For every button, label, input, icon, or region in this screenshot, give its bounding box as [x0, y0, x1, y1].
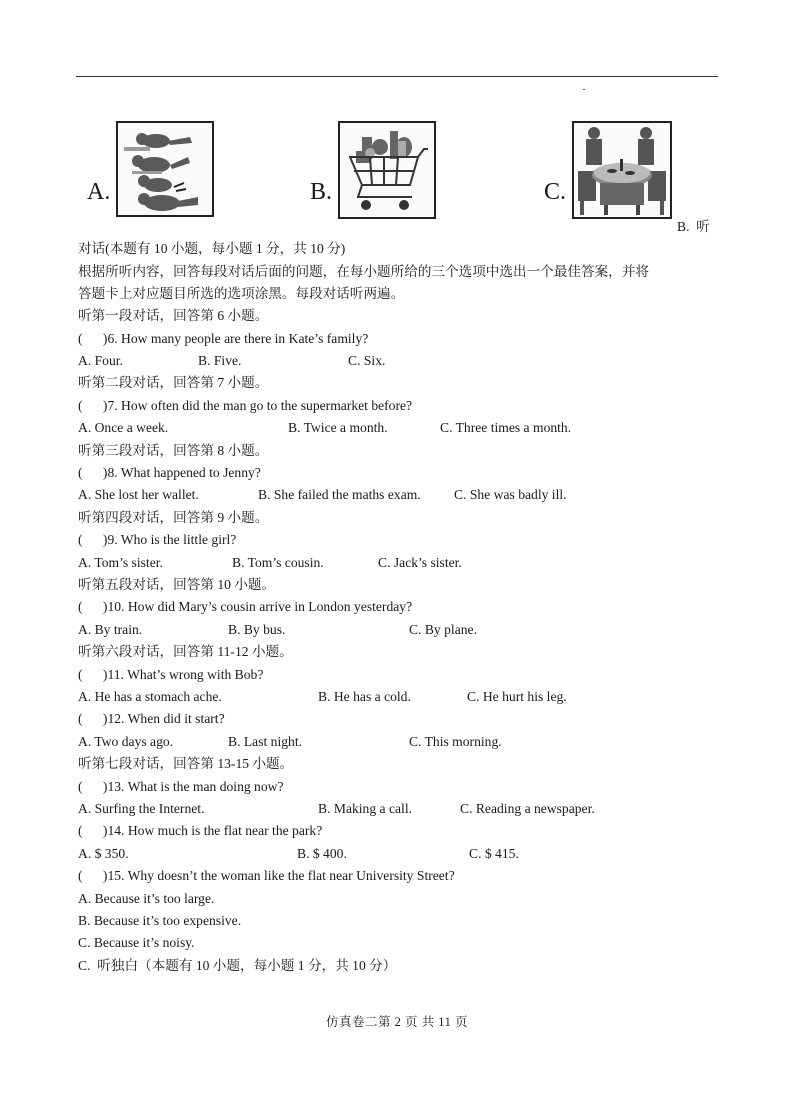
- q14-option-c: C. $ 415.: [469, 846, 519, 861]
- section-b-label: B. 听: [677, 219, 710, 234]
- page-footer: 仿真卷二第 2 页 共 11 页: [326, 1015, 468, 1029]
- q7-option-a: A. Once a week.: [78, 420, 169, 435]
- picture-option-c: [572, 121, 672, 219]
- q12-option-c: C. This morning.: [409, 734, 502, 749]
- q13-option-c: C. Reading a newspaper.: [460, 801, 595, 816]
- dialogue-heading: 听第七段对话，回答第 13-15 小题。: [78, 756, 294, 771]
- q11-option-a: A. He has a stomach ache.: [78, 689, 222, 704]
- people-exercising-icon: [118, 123, 212, 215]
- q9-option-c: C. Jack’s sister.: [378, 555, 462, 570]
- picture-option-a-letter: A.: [87, 179, 111, 205]
- q9-option-a: A. Tom’s sister.: [78, 555, 163, 570]
- q11-option-b: B. He has a cold.: [318, 689, 411, 704]
- question-8: ( )8. What happened to Jenny?: [78, 465, 261, 480]
- question-9: ( )9. Who is the little girl?: [78, 532, 237, 547]
- q13-option-b: B. Making a call.: [318, 801, 413, 816]
- q11-option-c: C. He hurt his leg.: [467, 689, 567, 704]
- family-dinner-icon: [574, 123, 670, 217]
- section-b-instruction: 答题卡上对应题目所选的选项涂黑。每段对话听两遍。: [78, 286, 405, 301]
- section-c-title: C. 听独白（本题有 10 小题，每小题 1 分，共 10 分）: [78, 958, 397, 973]
- picture-option-b: [338, 121, 436, 219]
- dialogue-heading: 听第二段对话，回答第 7 小题。: [78, 375, 269, 390]
- question-7: ( )7. How often did the man go to the supermarket before?: [78, 398, 413, 413]
- question-15: ( )15. Why doesn’t the woman like the flat near University Street?: [78, 868, 455, 883]
- picture-option-c-letter: C.: [544, 179, 567, 205]
- q8-option-a: A. She lost her wallet.: [78, 487, 199, 502]
- q10-option-b: B. By bus.: [228, 622, 286, 637]
- q14-option-b: B. $ 400.: [297, 846, 347, 861]
- dialogue-heading: 听第六段对话，回答第 11-12 小题。: [78, 644, 293, 659]
- dialogue-heading: 听第三段对话，回答第 8 小题。: [78, 443, 269, 458]
- dialogue-heading: 听第五段对话，回答第 10 小题。: [78, 577, 276, 592]
- q15-option-c: C. Because it’s noisy.: [78, 935, 195, 950]
- q15-option-a: A. Because it’s too large.: [78, 891, 215, 906]
- section-b-title: 对话(本题有 10 小题，每小题 1 分，共 10 分): [78, 241, 346, 256]
- q8-option-b: B. She failed the maths exam.: [258, 487, 421, 502]
- question-10: ( )10. How did Mary’s cousin arrive in London yesterday?: [78, 599, 413, 614]
- q12-option-b: B. Last night.: [228, 734, 303, 749]
- question-12: ( )12. When did it start?: [78, 711, 225, 726]
- q7-option-c: C. Three times a month.: [440, 420, 572, 435]
- q12-option-a: A. Two days ago.: [78, 734, 174, 749]
- q10-option-c: C. By plane.: [409, 622, 477, 637]
- scan-mark: [583, 89, 585, 90]
- q6-option-b: B. Five.: [198, 353, 242, 368]
- q14-option-a: A. $ 350.: [78, 846, 129, 861]
- q6-option-a: A. Four.: [78, 353, 123, 368]
- picture-option-b-letter: B.: [310, 179, 333, 205]
- section-b-instruction: 根据所听内容，回答每段对话后面的问题，在每小题所给的三个选项中选出一个最佳答案，并将: [78, 264, 649, 279]
- q8-option-c: C. She was badly ill.: [454, 487, 567, 502]
- q6-option-c: C. Six.: [348, 353, 386, 368]
- q7-option-b: B. Twice a month.: [288, 420, 388, 435]
- q13-option-a: A. Surfing the Internet.: [78, 801, 205, 816]
- question-11: ( )11. What’s wrong with Bob?: [78, 667, 264, 682]
- q15-option-b: B. Because it’s too expensive.: [78, 913, 242, 928]
- q9-option-b: B. Tom’s cousin.: [232, 555, 324, 570]
- question-6: ( )6. How many people are there in Kate’s family?: [78, 331, 369, 346]
- q10-option-a: A. By train.: [78, 622, 143, 637]
- dialogue-heading: 听第一段对话，回答第 6 小题。: [78, 308, 269, 323]
- shopping-cart-icon: [340, 123, 434, 217]
- picture-option-a: [116, 121, 214, 217]
- dialogue-heading: 听第四段对话，回答第 9 小题。: [78, 510, 269, 525]
- question-14: ( )14. How much is the flat near the park?: [78, 823, 323, 838]
- header-rule: [76, 76, 718, 77]
- question-13: ( )13. What is the man doing now?: [78, 779, 284, 794]
